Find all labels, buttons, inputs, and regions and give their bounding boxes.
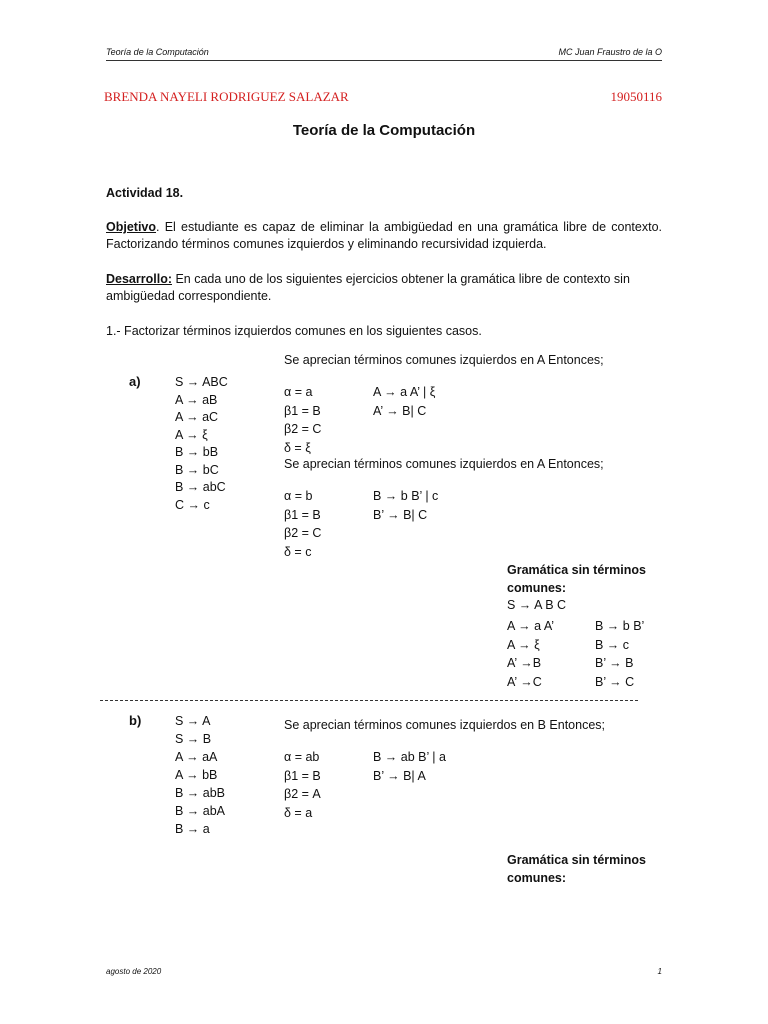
part-a-result-left: [507, 617, 554, 691]
objective-paragraph: [106, 219, 662, 253]
variable-assignment: α = a: [284, 385, 313, 399]
part-b-note: Se aprecian términos comunes izquierdos en B Entonces;: [284, 718, 606, 732]
header-right: MC Juan Fraustro de la O: [558, 47, 662, 57]
part-b-result-title: [507, 851, 646, 887]
variable-assignment: α = ab: [284, 750, 320, 764]
objective-text: . El estudiante es capaz de eliminar la ambigüedad en una gramática libre de contexto. Factorizando términos comunes izquierdos y eliminando recursividad izquierda.: [106, 220, 662, 251]
grammar-rule: B → abC: [175, 480, 226, 494]
grammar-rule: C → c: [175, 497, 210, 512]
part-a-rules-1: [373, 383, 435, 420]
part-a-result-title: [507, 561, 646, 597]
variable-assignment: β2 = A: [284, 787, 321, 801]
grammar-rule: B → bB: [175, 445, 219, 459]
exercise-intro: 1.- Factorizar términos izquierdos comunes en los siguientes casos.: [106, 324, 482, 338]
result-rule: B’ → C: [595, 674, 635, 689]
development-paragraph: [106, 271, 662, 305]
variable-assignment: α = b: [284, 489, 313, 503]
factored-rule: B’ → B| A: [373, 768, 426, 783]
section-divider: [100, 700, 638, 701]
variable-assignment: β1 = B: [284, 768, 321, 783]
grammar-rule: A → bB: [175, 768, 218, 782]
part-a-result-right: [595, 617, 644, 691]
grammar-rule: A → aC: [175, 410, 219, 424]
result-title-line: Gramática sin términos: [507, 563, 646, 577]
grammar-rule: A → aB: [175, 392, 218, 407]
result-rule: A’ →C: [507, 674, 542, 689]
page-number: 1: [657, 967, 662, 976]
objective-label: Objetivo: [106, 220, 157, 234]
part-b-rules: [373, 748, 446, 785]
variable-assignment: δ = ξ: [284, 440, 311, 455]
grammar-rule: S → B: [175, 732, 212, 746]
grammar-rule: A → ξ: [175, 427, 208, 442]
variable-assignment: δ = c: [284, 544, 312, 559]
part-a-vars-2: [284, 487, 321, 561]
factored-rule: A’ → B| C: [373, 403, 427, 418]
grammar-rule: S → ABC: [175, 375, 228, 389]
factored-rule: B’ → B| C: [373, 507, 428, 522]
result-rule: B’ → B: [595, 656, 634, 670]
variable-assignment: β2 = C: [284, 526, 322, 540]
result-rule: B → b B’: [595, 619, 645, 633]
factored-rule: B → ab B’ | a: [373, 750, 446, 764]
grammar-rule: B → bC: [175, 462, 219, 477]
grammar-rule: B → abA: [175, 804, 226, 818]
factored-rule: B → b B’ | c: [373, 489, 439, 503]
grammar-rule: B → abB: [175, 786, 226, 800]
variable-assignment: β1 = B: [284, 507, 321, 522]
grammar-rule: B → a: [175, 822, 210, 836]
part-a-label: a): [129, 374, 141, 389]
part-b-vars: [284, 748, 321, 822]
part-b-label: b): [129, 713, 142, 728]
result-rule: A’ →B: [507, 656, 542, 670]
development-text: En cada uno de los siguientes ejercicios obtener la gramática libre de contexto sin ambigüedad correspondiente.: [106, 272, 630, 303]
variable-assignment: β1 = B: [284, 403, 321, 418]
part-b-grammar: [175, 712, 225, 838]
result-title-line: comunes:: [507, 871, 567, 885]
variable-assignment: δ = a: [284, 805, 313, 820]
activity-label: Actividad 18.: [106, 186, 184, 200]
header-divider: [106, 60, 662, 61]
part-a-rules-2: [373, 487, 438, 524]
part-a-result-first: S → A B C: [507, 598, 567, 612]
result-title-line: comunes:: [507, 581, 567, 595]
student-name: BRENDA NAYELI RODRIGUEZ SALAZAR: [104, 89, 349, 104]
header-left: Teoría de la Computación: [106, 47, 209, 57]
result-rule: A → a A’: [507, 619, 555, 633]
part-a-note-2: Se aprecian términos comunes izquierdos en A Entonces;: [284, 457, 604, 471]
grammar-rule: S → A: [175, 714, 211, 728]
result-title-line: Gramática sin términos: [507, 853, 646, 867]
grammar-rule: A → aA: [175, 750, 218, 764]
result-rule: B → c: [595, 637, 630, 652]
student-id: 19050116: [610, 89, 662, 104]
result-rule: A → ξ: [507, 637, 540, 652]
part-a-grammar: [175, 374, 228, 514]
part-a-note-1: Se aprecian términos comunes izquierdos en A Entonces;: [284, 353, 604, 367]
development-label: Desarrollo:: [106, 272, 172, 286]
footer-date: agosto de 2020: [106, 967, 162, 976]
page-title: Teoría de la Computación: [292, 122, 476, 139]
part-a-vars-1: [284, 383, 321, 457]
variable-assignment: β2 = C: [284, 422, 322, 436]
factored-rule: A → a A’ | ξ: [373, 385, 436, 399]
